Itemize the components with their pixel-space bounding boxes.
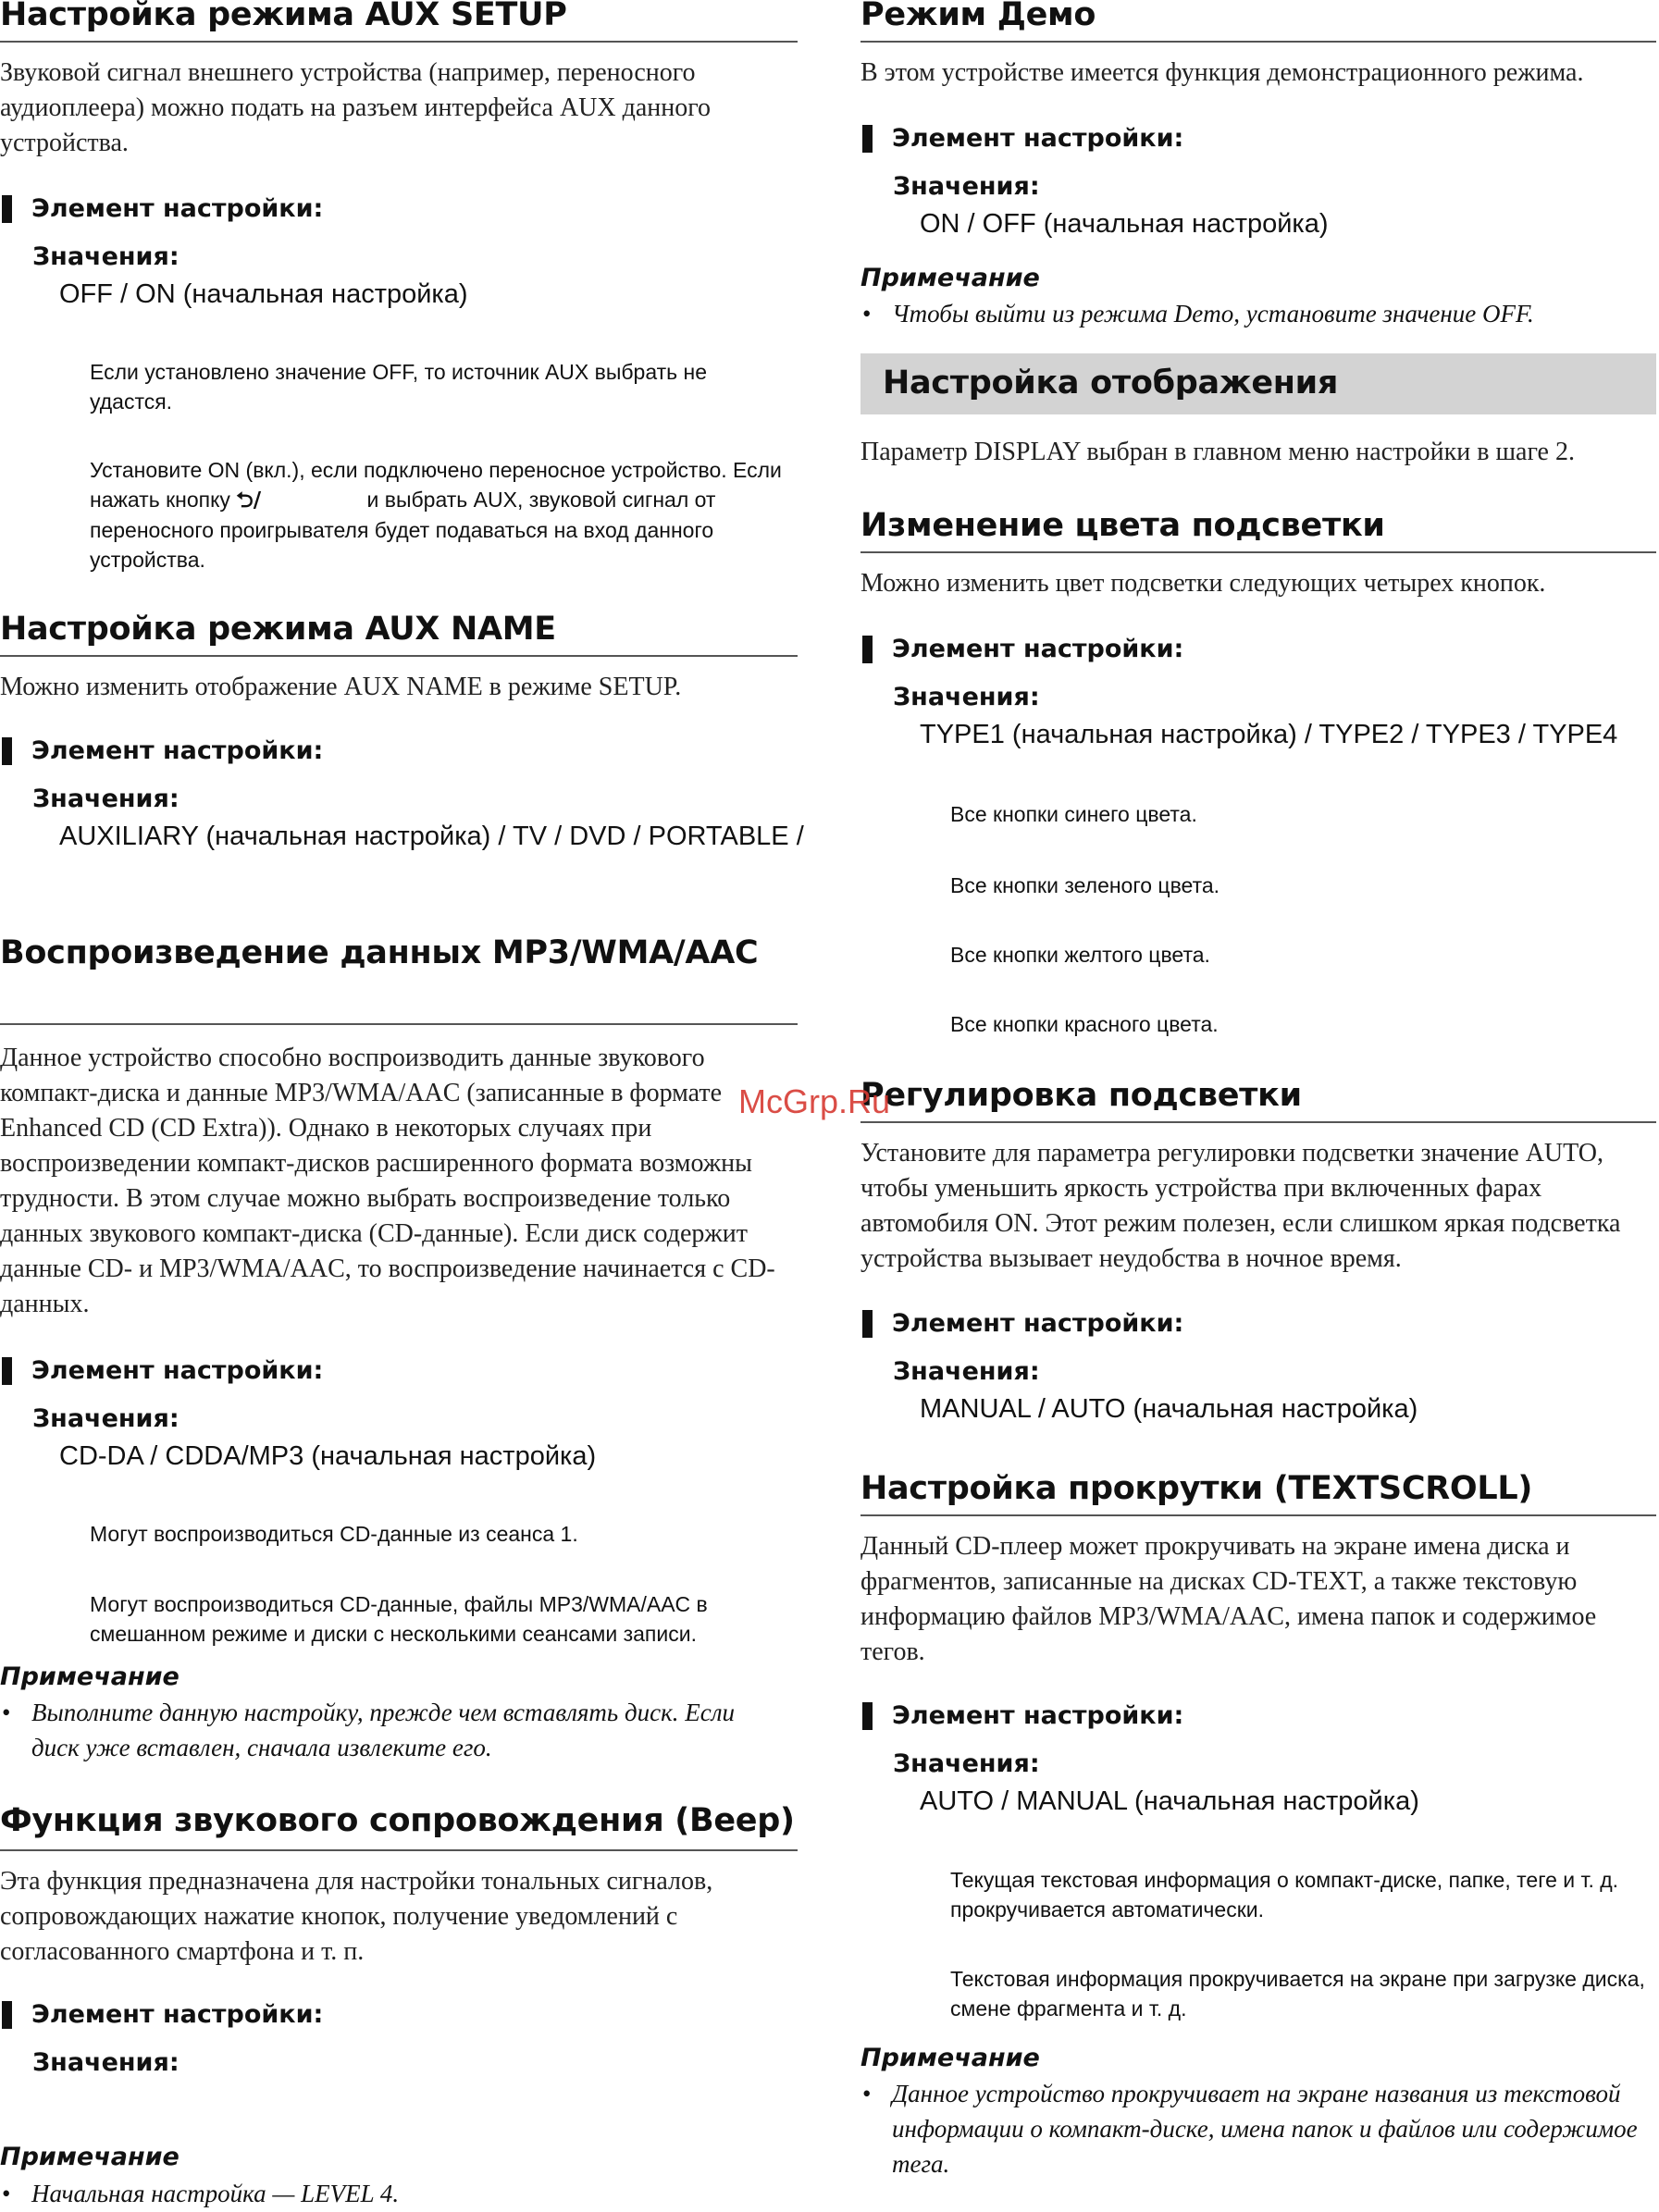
section-title: Настройка прокрутки (TEXTSCROLL) xyxy=(860,1470,1533,1507)
desc-manual: Текстовая информация прокручивается на экране при загрузке диска, смене фрагмента и т. д. xyxy=(950,1967,1645,2020)
note-label: Примечание xyxy=(0,1662,180,1691)
values-label: Значения: xyxy=(893,1357,1040,1386)
values-text: CD-DA / CDDA/MP3 (начальная настройка) xyxy=(59,1441,597,1471)
section-band xyxy=(860,353,1656,414)
bullet-bar xyxy=(862,1702,873,1730)
setting-item-label: Элемент настройки: xyxy=(860,1700,1183,1732)
divider xyxy=(860,41,1656,43)
values-label: Значения: xyxy=(32,1404,180,1433)
values-label: Значения: xyxy=(32,242,180,271)
values-label: Значения: xyxy=(32,785,180,813)
section-title: Воспроизведение данных MP3/WMA/AAC xyxy=(0,934,759,971)
divider xyxy=(0,655,798,657)
intro-text: Установите для параметра регулировки подсветки значение AUTO, чтобы уменьшить яркость устройства при включенных фарах автомобиля ON. Этот режим полезен, если слишком яркая подсветка устройства вызывает неудобства в ночное время. xyxy=(860,1139,1621,1273)
setting-item-label: Элемент настройки: xyxy=(860,1308,1183,1340)
intro-text: Данный CD-плеер может прокручивать на экране имена диска и фрагментов, записанные на дисках CD-TEXT, а также текстовую информацию файлов MP3/WMA/AAC, имена папок и содержимое тегов. xyxy=(860,1532,1597,1666)
values-text: AUXILIARY (начальная настройка) / TV / DVD / PORTABLE / xyxy=(59,822,804,851)
values-label: Значения: xyxy=(32,2048,180,2077)
intro-text: Можно изменить цвет подсветки следующих четырех кнопок. xyxy=(860,569,1546,598)
note-text: • Выполните данную настройку, прежде чем вставлять диск. Если диск уже вставлен, сначала извлеките его. xyxy=(2,1699,735,1761)
values-label: Значения: xyxy=(893,683,1040,711)
setting-item-label: Элемент настройки: xyxy=(860,123,1183,154)
bullet-bar xyxy=(862,636,873,663)
desc-type2: Все кнопки зеленого цвета. xyxy=(950,873,1220,897)
section-title: Регулировка подсветки xyxy=(860,1077,1302,1114)
note-label: Примечание xyxy=(860,2044,1040,2072)
section-title: Настройка режима AUX SETUP xyxy=(0,0,567,33)
desc-auto: Текущая текстовая информация о компакт-диске, папке, теге и т. д. прокручивается автоматически. xyxy=(950,1868,1619,1922)
divider xyxy=(860,1121,1656,1123)
bullet-bar xyxy=(2,195,12,223)
section-title: Функция звукового сопровождения (Beep) xyxy=(0,1802,795,1839)
desc-on: Установите ON (вкл.), если подключено переносное устройство. Если нажать кнопку ⮌/ и выбрать AUX, звуковой сигнал от переносного проигрывателя будет подаваться на вход данного устройства. xyxy=(90,458,782,572)
desc-type4: Все кнопки красного цвета. xyxy=(950,1012,1219,1036)
intro-text: В этом устройстве имеется функция демонстрационного режима. xyxy=(860,58,1584,87)
section-title: Изменение цвета подсветки xyxy=(860,507,1385,544)
setting-item-label: Элемент настройки: xyxy=(0,735,323,767)
desc-type1: Все кнопки синего цвета. xyxy=(950,802,1197,826)
intro-text: Звуковой сигнал внешнего устройства (например, переносного аудиоплеера) можно подать на разъем интерфейса AUX данного устройства. xyxy=(0,58,712,157)
desc-cdda-mp3: Могут воспроизводиться CD-данные, файлы MP3/WMA/AAC в смешанном режиме и диски с несколькими сеансами записи. xyxy=(90,1592,708,1646)
note-label: Примечание xyxy=(0,2143,180,2171)
values-text: OFF / ON (начальная настройка) xyxy=(59,279,468,309)
values-text: ON / OFF (начальная настройка) xyxy=(920,209,1329,239)
divider xyxy=(0,1849,798,1851)
intro-text: Данное устройство способно воспроизводить данные звукового компакт-диска и данные MP3/WMA/AAC (записанные в формате Enhanced CD (CD Extra)). Однако в некоторых случаях при воспроизведении компакт-дисков расширенного формата возможны трудности. В этом случае можно выбрать воспроизведение только данных звукового компакт-диска (CD-данные). Если диск содержит данные CD- и MP3/WMA/AAC, то воспроизведение начинается с CD-данных. xyxy=(0,1044,775,1318)
bullet-bar xyxy=(2,2001,12,2029)
bullet-bar xyxy=(862,125,873,153)
values-text: AUTO / MANUAL (начальная настройка) xyxy=(920,1786,1419,1816)
source-key-icon: ⮌/ xyxy=(236,488,262,513)
values-label: Значения: xyxy=(893,172,1040,201)
intro-text: Эта функция предназначена для настройки тональных сигналов, сопровождающих нажатие кнопок, получение уведомлений с согласованного смартфона и т. п. xyxy=(0,1867,713,1966)
desc-cdda: Могут воспроизводиться CD-данные из сеанса 1. xyxy=(90,1522,578,1546)
note-label: Примечание xyxy=(860,264,1040,292)
section-title: Настройка режима AUX NAME xyxy=(0,611,556,648)
bullet-bar xyxy=(2,737,12,765)
intro-text: Параметр DISPLAY выбран в главном меню настройки в шаге 2. xyxy=(860,438,1575,466)
divider xyxy=(0,1023,798,1025)
values-text: MANUAL / AUTO (начальная настройка) xyxy=(920,1394,1418,1424)
values-text: TYPE1 (начальная настройка) / TYPE2 / TYPE3 / TYPE4 xyxy=(920,720,1618,749)
values-label: Значения: xyxy=(893,1749,1040,1778)
intro-text: Можно изменить отображение AUX NAME в режиме SETUP. xyxy=(0,673,682,701)
note-text: • Данное устройство прокручивает на экране названия из текстовой информации о компакт-диске, имена папок и файлов или содержимое тега. xyxy=(862,2080,1638,2178)
setting-item-label: Элемент настройки: xyxy=(0,1999,323,2031)
note-text: • Чтобы выйти из режима Demo, установите значение OFF. xyxy=(862,300,1534,327)
setting-item-label: Элемент настройки: xyxy=(0,193,323,225)
setting-item-label: Элемент настройки: xyxy=(0,1355,323,1387)
divider xyxy=(0,41,798,43)
divider xyxy=(860,1514,1656,1516)
setting-item-label: Элемент настройки: xyxy=(860,634,1183,665)
watermark: McGrp.Ru xyxy=(738,1082,891,1120)
bullet-bar xyxy=(862,1310,873,1338)
section-title: Режим Демо xyxy=(860,0,1096,33)
desc-type3: Все кнопки желтого цвета. xyxy=(950,943,1210,967)
band-title: Настройка отображения xyxy=(883,365,1339,402)
divider xyxy=(860,551,1656,553)
note-text: • Начальная настройка — LEVEL 4. xyxy=(2,2180,400,2207)
desc-off: Если установлено значение OFF, то источник AUX выбрать не удастся. xyxy=(90,360,708,414)
bullet-bar xyxy=(2,1357,12,1385)
